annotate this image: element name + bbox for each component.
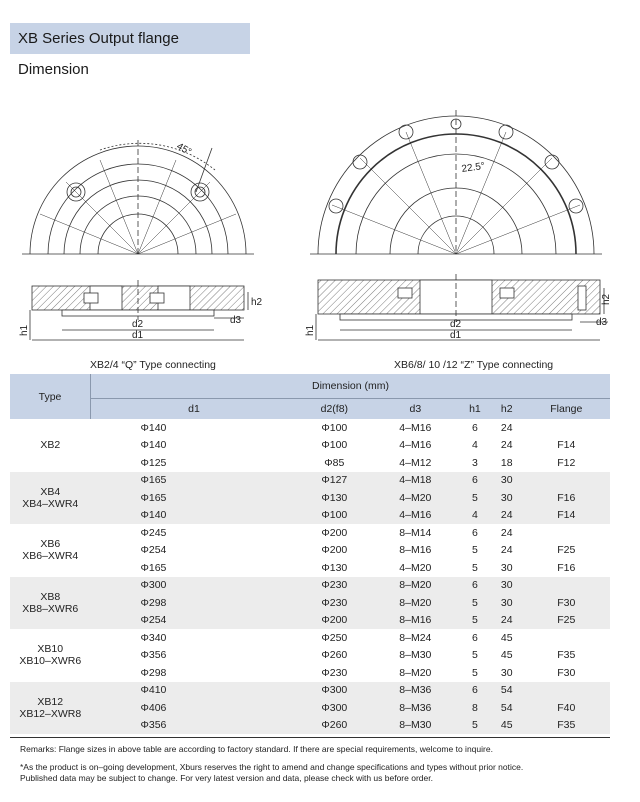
table-cell-flange: F25 <box>523 612 610 630</box>
table-cell-d3: 8–M20 <box>372 594 459 612</box>
table-cell-d2f8: Φ130 <box>297 559 372 577</box>
table-cell-d2f8: Φ230 <box>297 577 372 595</box>
table-cell-h1: 5 <box>459 594 491 612</box>
right-h2-label: h2 <box>601 293 612 305</box>
table-cell-h1: 4 <box>459 507 491 525</box>
table-cell-h2: 24 <box>491 612 523 630</box>
table-cell-d3: 4–M16 <box>372 507 459 525</box>
table-cell-d2f8: Φ260 <box>297 647 372 665</box>
table-cell-flange <box>523 577 610 595</box>
table-cell-d3: 8–M24 <box>372 629 459 647</box>
page-title: XB Series Output flange Dimension <box>10 23 250 54</box>
table-row <box>10 647 610 665</box>
table-row <box>10 419 610 437</box>
table-cell-d2f8: Φ100 <box>297 437 372 455</box>
right-d3-label: d3 <box>596 317 608 328</box>
table-cell-d1: Φ254 <box>91 542 298 560</box>
table-cell-d1: Φ140 <box>91 419 298 437</box>
column-header: Flange <box>523 399 610 420</box>
table-cell-h1: 6 <box>459 472 491 490</box>
table-row <box>10 682 610 700</box>
table-cell-flange: F35 <box>523 717 610 735</box>
table-cell-flange: F30 <box>523 594 610 612</box>
table-cell-d3: 8–M36 <box>372 682 459 700</box>
table-cell-d3: 8–M36 <box>372 699 459 717</box>
table-cell-h2: 30 <box>491 559 523 577</box>
table-row <box>10 559 610 577</box>
table-cell-h1: 6 <box>459 577 491 595</box>
table-cell-d2f8: Φ250 <box>297 629 372 647</box>
table-cell-flange: F16 <box>523 559 610 577</box>
table-row <box>10 594 610 612</box>
left-drawing-caption: XB2/4 “Q” Type connecting <box>90 359 216 371</box>
type-name: XB8–XWR6 <box>22 602 79 615</box>
type-name: XB10 <box>37 643 64 656</box>
table-cell-d1: Φ410 <box>91 682 298 700</box>
table-row <box>10 699 610 717</box>
left-h2-label: h2 <box>251 297 263 308</box>
table-cell-d1: Φ356 <box>91 647 298 665</box>
remarks-line-3: Published data may be subject to change. For very latest version and data, please check with us before order. <box>20 773 433 783</box>
table-row <box>10 717 610 735</box>
remarks-line-2: *As the product is on–going development, Xburs reserves the right to amend and change specifications and types without prior notice. <box>20 762 524 772</box>
left-d2-label: d2 <box>132 319 144 330</box>
table-cell-d3: 4–M16 <box>372 419 459 437</box>
left-d1-label: d1 <box>132 330 144 341</box>
table-cell-h1: 6 <box>459 629 491 647</box>
type-cell <box>10 629 91 682</box>
type-header: Type <box>10 374 91 419</box>
right-d2-label: d2 <box>450 319 462 330</box>
table-cell-d1: Φ140 <box>91 507 298 525</box>
table-cell-d1: Φ254 <box>91 612 298 630</box>
table-row <box>10 437 610 455</box>
table-cell-d1: Φ300 <box>91 577 298 595</box>
table-cell-h2: 24 <box>491 419 523 437</box>
table-cell-d2f8: Φ300 <box>297 682 372 700</box>
type-cell <box>10 682 91 735</box>
table-cell-d3: 4–M18 <box>372 472 459 490</box>
remarks-line-1: Remarks: Flange sizes in above table are according to factory standard. If there are special requirements, welcome to inquire. <box>20 744 493 754</box>
type-name: XB6 <box>40 538 61 551</box>
table-cell-d2f8: Φ230 <box>297 664 372 682</box>
table-cell-d2f8: Φ130 <box>297 489 372 507</box>
type-group <box>10 524 610 577</box>
table-cell-h2: 45 <box>491 717 523 735</box>
type-name: XB8 <box>40 590 61 603</box>
table-row <box>10 489 610 507</box>
column-header: h2 <box>491 399 523 420</box>
table-cell-d3: 8–M20 <box>372 664 459 682</box>
left-h1-label: h1 <box>19 324 30 336</box>
table-cell-d2f8: Φ200 <box>297 524 372 542</box>
table-row <box>10 664 610 682</box>
table-cell-d3: 8–M14 <box>372 524 459 542</box>
table-cell-h1: 6 <box>459 682 491 700</box>
table-cell-flange <box>523 419 610 437</box>
type-group <box>10 419 610 472</box>
type-cell <box>10 419 91 472</box>
table-cell-d1: Φ340 <box>91 629 298 647</box>
table-cell-d2f8: Φ100 <box>297 419 372 437</box>
table-cell-h1: 4 <box>459 437 491 455</box>
table-cell-d3: 8–M16 <box>372 542 459 560</box>
table-cell-h1: 6 <box>459 419 491 437</box>
left-d3-label: d3 <box>230 315 242 326</box>
table-cell-flange: F16 <box>523 489 610 507</box>
table-cell-d3: 8–M30 <box>372 647 459 665</box>
table-cell-h2: 30 <box>491 472 523 490</box>
table-cell-d3: 8–M16 <box>372 612 459 630</box>
type-group <box>10 682 610 735</box>
table-cell-h1: 5 <box>459 647 491 665</box>
table-cell-h2: 30 <box>491 664 523 682</box>
table-cell-d2f8: Φ230 <box>297 594 372 612</box>
table-cell-d3: 8–M20 <box>372 577 459 595</box>
table-cell-d1: Φ298 <box>91 594 298 612</box>
type-group <box>10 472 610 525</box>
table-cell-d2f8: Φ260 <box>297 717 372 735</box>
table-row <box>10 524 610 542</box>
table-cell-flange: F40 <box>523 699 610 717</box>
table-cell-flange <box>523 682 610 700</box>
table-cell-d1: Φ245 <box>91 524 298 542</box>
table-cell-h2: 24 <box>491 542 523 560</box>
right-h1-label: h1 <box>305 324 316 336</box>
flange-drawings <box>0 0 640 380</box>
table-cell-h1: 5 <box>459 559 491 577</box>
dimension-table <box>10 374 610 734</box>
table-cell-flange: F30 <box>523 664 610 682</box>
right-angle-label: 22.5° <box>460 160 486 175</box>
table-cell-d1: Φ165 <box>91 489 298 507</box>
table-cell-h1: 8 <box>459 699 491 717</box>
type-name: XB4–XWR4 <box>22 497 79 510</box>
table-cell-h2: 30 <box>491 489 523 507</box>
table-cell-flange: F12 <box>523 454 610 472</box>
type-name: XB12 <box>37 695 64 708</box>
dimension-header: Dimension (mm) <box>91 374 611 399</box>
table-cell-h2: 45 <box>491 647 523 665</box>
right-top-view <box>310 110 602 254</box>
right-drawing-caption: XB6/8/ 10 /12 “Z” Type connecting <box>394 359 554 371</box>
table-bottom-rule <box>10 737 610 738</box>
table-cell-h1: 5 <box>459 664 491 682</box>
table-cell-h2: 30 <box>491 594 523 612</box>
right-section-view <box>316 274 608 340</box>
left-angle-label: 45° <box>174 141 194 159</box>
table-cell-h1: 6 <box>459 524 491 542</box>
table-cell-d1: Φ165 <box>91 472 298 490</box>
table-cell-h2: 18 <box>491 454 523 472</box>
table-cell-flange: F14 <box>523 507 610 525</box>
table-cell-d1: Φ125 <box>91 454 298 472</box>
table-cell-d1: Φ165 <box>91 559 298 577</box>
table-row <box>10 629 610 647</box>
table-cell-h2: 45 <box>491 629 523 647</box>
table-cell-d3: 8–M30 <box>372 717 459 735</box>
table-cell-d2f8: Φ300 <box>297 699 372 717</box>
table-cell-flange <box>523 524 610 542</box>
table-cell-d1: Φ356 <box>91 717 298 735</box>
table-cell-d3: 4–M16 <box>372 437 459 455</box>
table-cell-d2f8: Φ100 <box>297 507 372 525</box>
table-row <box>10 577 610 595</box>
column-header: d1 <box>91 399 298 420</box>
table-cell-d1: Φ298 <box>91 664 298 682</box>
table-cell-d3: 4–M12 <box>372 454 459 472</box>
table-cell-d1: Φ140 <box>91 437 298 455</box>
type-name: XB6–XWR4 <box>22 550 79 563</box>
table-cell-h2: 54 <box>491 682 523 700</box>
type-group <box>10 629 610 682</box>
table-cell-h2: 24 <box>491 524 523 542</box>
table-cell-h1: 5 <box>459 612 491 630</box>
table-row <box>10 472 610 490</box>
table-cell-h2: 30 <box>491 577 523 595</box>
right-d1-label: d1 <box>450 330 462 341</box>
table-cell-d1: Φ406 <box>91 699 298 717</box>
table-cell-h2: 24 <box>491 507 523 525</box>
table-cell-h1: 5 <box>459 542 491 560</box>
column-header: d2(f8) <box>297 399 372 420</box>
table-cell-h1: 5 <box>459 489 491 507</box>
type-name: XB4 <box>40 485 61 498</box>
type-name: XB12–XWR8 <box>19 707 82 720</box>
table-cell-flange <box>523 472 610 490</box>
table-cell-d3: 4–M20 <box>372 559 459 577</box>
table-cell-flange: F35 <box>523 647 610 665</box>
table-row <box>10 454 610 472</box>
table-cell-h2: 24 <box>491 437 523 455</box>
left-top-view <box>22 140 254 254</box>
table-cell-d3: 4–M20 <box>372 489 459 507</box>
table-cell-d2f8: Φ85 <box>297 454 372 472</box>
column-header: d3 <box>372 399 459 420</box>
type-group <box>10 577 610 630</box>
table-row <box>10 507 610 525</box>
table-cell-flange: F25 <box>523 542 610 560</box>
column-header: h1 <box>459 399 491 420</box>
type-name: XB10–XWR6 <box>19 655 82 668</box>
table-cell-d2f8: Φ127 <box>297 472 372 490</box>
table-cell-d2f8: Φ200 <box>297 612 372 630</box>
table-row <box>10 542 610 560</box>
table-cell-h1: 5 <box>459 717 491 735</box>
table-cell-h2: 54 <box>491 699 523 717</box>
table-cell-d2f8: Φ200 <box>297 542 372 560</box>
table-cell-h1: 3 <box>459 454 491 472</box>
type-cell <box>10 524 91 577</box>
type-cell <box>10 472 91 525</box>
type-name: XB2 <box>40 439 61 452</box>
type-cell <box>10 577 91 630</box>
table-cell-flange <box>523 629 610 647</box>
table-row <box>10 612 610 630</box>
table-cell-flange: F14 <box>523 437 610 455</box>
